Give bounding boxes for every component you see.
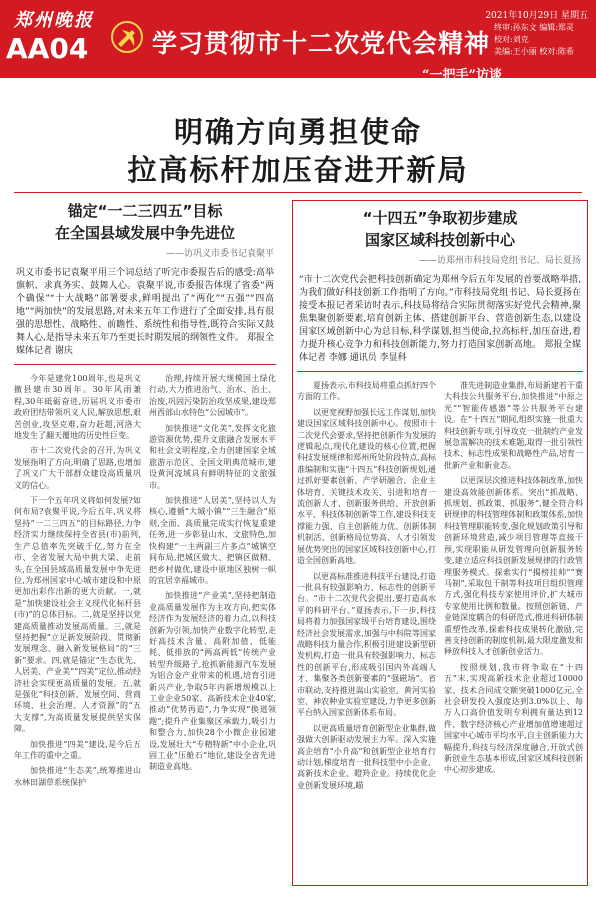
paragraph: 以更深层次推进科技体制改革,加快建设高效能创新体系。突出“抓战略、抓规划、抓政策、抓服务”,健全符合科研规律的科技管理体制和政策体系,加快科技管理职能转变,强化规划政策引导和创新环境营造,减少项目管理等直接干预,实现职能从研发管理向创新服务转变,建立适应科技创新发展规律的行政管理服务模式。探索实行“揭榜挂帅”“赛马制”,采取包干制等科技项目组织管理方式,强化科技专家使用评价,扩大城市专家使用比例和数量。按照创新链、产业链深度耦合的科研范式,推进科研体制重塑性改革,探索科技成果转化激励,完善支持创新的制度机制,最大限度激发和释放科技人才创新创业活力。 xyxy=(444,476,583,657)
column-title: 学习贯彻市十二次党代会精神 xyxy=(152,29,491,58)
right-article-title xyxy=(293,207,587,251)
paragraph: 以更高质量培育创新型企业集群,做强做大创新驱动发展主力军。深入实施高企培育“小升高”和创新型企业培育行动计划,梯度培育一批科技型中小企业、高新技术企业、瞪羚企业。持续优化企业创新发展环境,瞄 xyxy=(297,723,436,790)
paragraph: 治理,持续开展大规模国土绿化行动,大力推进治气、治水、治土、治废,巩固污染防治攻坚成果,建设郑州西部山水特色“公园城市”。 xyxy=(149,374,276,418)
right-body-column-2 xyxy=(444,380,583,795)
paragraph: 今年是建党100周年,也是巩义撤县建市30周年。30年风雨兼程,30年砥砺奋进,历届巩义市委市政府团结带领巩义人民,解放思想,艰苦创业,攻坚克难,奋力赶超,河洛大地发生了翻天覆地的历史性巨变。 xyxy=(14,374,141,441)
paragraph: 准先进制造业集群,布局新建若干重大科技公共服务平台,加快推进“中原之光”“智能传感器”等公共服务平台建设。在“十四五”期间,组织实施一批重大科技创新专项,引导攻克一批制约产业发展急需解决的技术难题,取得一批引领性技术、标志性成果和战略性产品,培育一批新产业和新业态。 xyxy=(444,381,583,470)
paragraph: 加快推进“文化美”,发挥文化旅游资源优势,提升文旅融合发展水平和社会文明程度,全力创建国家全域旅游示范区、全国文明典范城市,建设黄河流域具有鲜明特征的文旅强市。 xyxy=(149,423,276,490)
paragraph: 市十二次党代会的召开,为巩义发展指明了方向,明确了思路,也增加了巩义广大干部群众建设高质量巩义的信心。 xyxy=(14,446,141,490)
paragraph: 夏扬表示,市科技局将重点抓好四个方面的工作。 xyxy=(297,381,436,402)
paragraph: 加快推进“四美”建设,是今后五年工作的重中之重。 xyxy=(14,739,141,760)
lead-divider xyxy=(14,364,276,365)
page-banner xyxy=(0,0,596,83)
newspaper-name: 郑州晚报 xyxy=(14,10,94,31)
headline-divider xyxy=(14,192,582,193)
paragraph: 以更宽视野加强长远工作谋划,加快建设国家区域科技创新中心。按照市十二次党代会要求,坚持把创新作为发展的逻辑起点,现代化建设的核心位置,把握科技发展规律和郑州所处阶段特点,高标准编制和实施“十四五”科技创新规划,通过抓好要素创新、产学研融合、企业主体培育、关键技术攻关、引进和培育一流创新人才、创新服务供给、开放创新水平、科技体制创新等工作,建设科技支撑能力强、自主创新能力优、创新体制机制活、创新格局位势高、人才引领发展优势突出的国家区域科技创新中心,打造全国创新高地。 xyxy=(297,407,436,566)
left-article-byline: —— 访巩义市委书记袁聚平 xyxy=(10,246,280,259)
right-title-line-2: 国家区域科技创新中心 xyxy=(364,231,515,249)
left-article-title xyxy=(10,200,280,244)
paragraph: 以更高标准推进科技平台建设,打造一批具有较强影响力、标志性的创新平台。“市十二次党代会提出,要打造高水平的科研平台。”夏扬表示,下一步,科技局将着力加强国家级平台培育建设,围绕经济社会发展需求,加强与中科院等国家战略科技力量合作,积极引进建设新型研发机构,打造一批具有较强影响力、标志性的创新平台,形成吸引国内外高端人才、集聚各类创新要素的“强磁场”。省市联动,支持推进嵩山实验室、黄河实验室、神农种业实验室建设,力争更多创新平台纳入国家创新体系布局。 xyxy=(297,571,436,718)
right-title-line-1: “十四五”争取初步建成 xyxy=(362,209,518,227)
publication-date: 2021年10月29日 星期五 xyxy=(485,11,588,21)
headline-line-2: 拉高标杆加压奋进开新局 xyxy=(127,153,469,187)
party-emblem-icon xyxy=(110,20,144,54)
headline-line-1: 明确方向勇担使命 xyxy=(173,115,422,149)
right-article-byline: —— 访郑州市科技局党组书记、局长夏扬 xyxy=(293,253,587,266)
right-body-column-1 xyxy=(297,380,436,795)
paragraph: 加快推进“人居美”,坚持以人为核心,遵循“大城小镇”“三生融合”原则,全面、高质量完成实行恢复重建任务,进一步彰显山水、文旅特色,加快构建“一主两副三片多点”城镇空间布局,把城区做大、把镇区做精、把乡村做优,建设中原地区独树一帜的宜居幸福城市。 xyxy=(149,496,276,585)
paragraph: 加快推进“产业美”,坚持把制造业高质量发展作为主攻方向,把实体经济作为发展经济的着力点,以科技创新为引领,加快产业数字化转型,走好高技术含量、高附加值、低能耗、低排放的“两高两低”传统产业转型升级路子,抢抓新能源汽车发展为铝合金产业带来的机遇,培育引进新兴产业,争取5年内新增规模以上工业企业50家、高新技术企业40家,推动“优势再造”,力争实现“换道领跑”;提升产业集聚区承载力,吸引力和整合力,加快28个小微企业园建设,发展壮大“专精特新”中小企业,巩固工业“压舱石”地位,建设全省先进制造业高地。 xyxy=(149,591,276,772)
right-article xyxy=(292,200,588,886)
editor-credit-line: 校对:刘克 xyxy=(494,35,529,44)
right-article-lead: “市十二次党代会把科技创新确定为郑州今后五年发展的首要战略举措,为我们做好科技创新工作指明了方向。”市科技局党组书记、局长夏扬在接受本报记者采访时表示,科技局将结合实际贯彻落实好党代会精神,聚焦集聚创新要素,培育创新主体、搭建创新平台、营造创新生态,以建设国家区域创新中心为总目标,科学谋划,担当使命,拉高标杆,加压奋进,着力提升核心竞争力和科技创新能力,努力打造国家创新高地。 郑报全媒体记者 李娜 通讯员 李显科 xyxy=(299,275,581,363)
paragraph: 下一个五年巩义将如何发展?如何布局?袁聚平说,今后五年,巩义将坚持“一二三四五”的目标路径,力争经济实力继续保持全省县(市)前列,生产总值率先突破千亿,努力在全市、全省发展大局中挑大梁、走前头,在全国县域高质量发展中争先进位,为郑州国家中心城市建设和中原更加出彩作出新的更大贡献。一,就是“加快建设社会主义现代化标杆县(市)”的总体目标。二,就是坚持以党建高质量推动发展高质量。三,就是坚持把握“立足新发展阶段、贯彻新发展理念、融入新发展格局”的“三新”要求。四,就是锚定“生态优先、人居美、产业美”“四美”定位,推动经济社会实现更高质量的发展。五,就是强化“科技创新、发展空间、营商环境、社会治理、人才资源”的“五大支撑”,为高质量发展提供坚实保障。 xyxy=(14,496,141,734)
editor-credit-line: 终审:孙东文 编辑:郑灵 xyxy=(494,23,574,32)
right-article-body xyxy=(297,380,583,795)
left-title-line-1: 锚定“一二三四五”目标 xyxy=(67,202,223,220)
page-number: AA04 xyxy=(6,32,89,65)
left-article-lead: 巩义市委书记袁聚平用三个词总结了听完市委报告后的感受:高举旗帜、求真务实、鼓舞人心。袁聚平说,市委报告体现了省委“两个确保”“十大战略”部署要求,鲜明提出了“两化”“五强”“四高地”“两加快”的发展思路,对未来五年工作进行了全面安排,具有很强的思想性、战略性、前瞻性、系统性和指导性,既符合实际又鼓舞人心,是指导未来五年乃至更长时期发展的纲领性文件。 郑报全媒体记者 谢庆 xyxy=(16,268,274,356)
editor-credit-line: 美编:王小丽 校对:陈希 xyxy=(494,47,574,56)
left-body-column-2 xyxy=(149,373,276,792)
editor-credits xyxy=(494,22,588,58)
left-article xyxy=(10,200,280,792)
paragraph: 按照规划,我市将争取在“十四五”末,实现高新技术企业超过10000家、技术合同成交额突破1000亿元,全社会研发投入强度达到3.0%以上、每万人口高价值发明专利拥有量达到12件、数字经济核心产业增加值增速超过国家中心城市平均水平,自主创新能力大幅提升,科技与经济深度融合,开放式创新创业生态基本形成,国家区域科技创新中心初步建成。 xyxy=(444,662,583,775)
left-article-body xyxy=(14,373,276,792)
left-body-column-1 xyxy=(14,373,141,792)
left-title-line-2: 在全国县域发展中争先进位 xyxy=(54,224,235,242)
lead-divider xyxy=(297,371,583,372)
column-slogan: “一把手”访谈 xyxy=(422,68,502,83)
paragraph: 加快推进“生态美”,统筹推进山水林田湖草系统保护 xyxy=(14,766,141,787)
